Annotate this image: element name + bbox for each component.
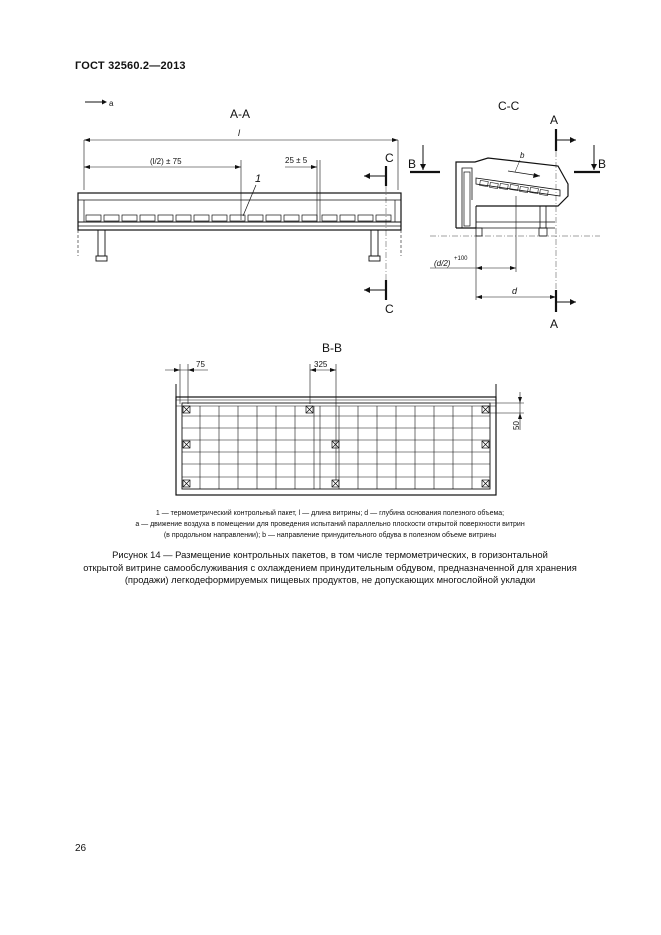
dim-325: 325 <box>314 360 328 369</box>
dim-d-half-tol: +100 <box>454 256 468 262</box>
dim-50: 50 <box>512 421 521 430</box>
dim-d: d <box>512 286 518 296</box>
view-title-cc: C-C <box>498 99 520 113</box>
dim-b-label: b <box>520 151 525 160</box>
section-a-top: A <box>550 113 559 127</box>
caption-line-1: Рисунок 14 — Размещение контрольных пакетов, в том числе термометрических, в горизонтальной <box>112 549 548 560</box>
document-header: ГОСТ 32560.2—2013 <box>75 60 186 72</box>
legend-line-1: 1 — термометрический контрольный пакет, l — длина витрины; d — глубина основания полезного объема; <box>155 510 505 517</box>
legend-line-3: (в продольном направлении); b — направление принудительного обдува в полезном объеме витрины <box>163 532 497 539</box>
legend-line-2: a — движение воздуха в помещении для проведения испытаний параллельно плоскости открытой поверхности витрин <box>135 521 525 528</box>
caption-line-2: открытой витрине самообслуживания с охлаждением принудительным обдувом, предназначенной для хранения <box>83 561 577 573</box>
section-b-left: B <box>408 157 417 171</box>
figure-caption <box>40 549 620 587</box>
view-title-bb: B-B <box>322 341 343 355</box>
view-c-c <box>408 99 606 331</box>
dim-length: l <box>238 128 240 138</box>
section-c-top: C <box>385 151 394 165</box>
view-title-aa: A-A <box>230 107 251 121</box>
section-b-right: B <box>598 157 607 171</box>
dim-75: 75 <box>196 360 205 369</box>
view-a-a <box>78 99 401 316</box>
pointer-1-label: 1 <box>255 173 262 185</box>
section-c-bottom: C <box>385 302 394 316</box>
page-number: 26 <box>75 843 87 854</box>
section-a-bottom: A <box>550 317 559 331</box>
dim-offset-25: 25 ± 5 <box>285 156 308 165</box>
view-b-b <box>165 341 524 495</box>
figure-legend <box>40 508 620 541</box>
airflow-label: a <box>109 99 114 108</box>
caption-line-3: (продажи) легкодеформируемых пищевых продуктов, не допускающих многослойной укладки <box>124 574 536 585</box>
dim-half-length: (l/2) ± 75 <box>150 157 182 166</box>
dim-d-half: (d/2) <box>434 259 451 268</box>
